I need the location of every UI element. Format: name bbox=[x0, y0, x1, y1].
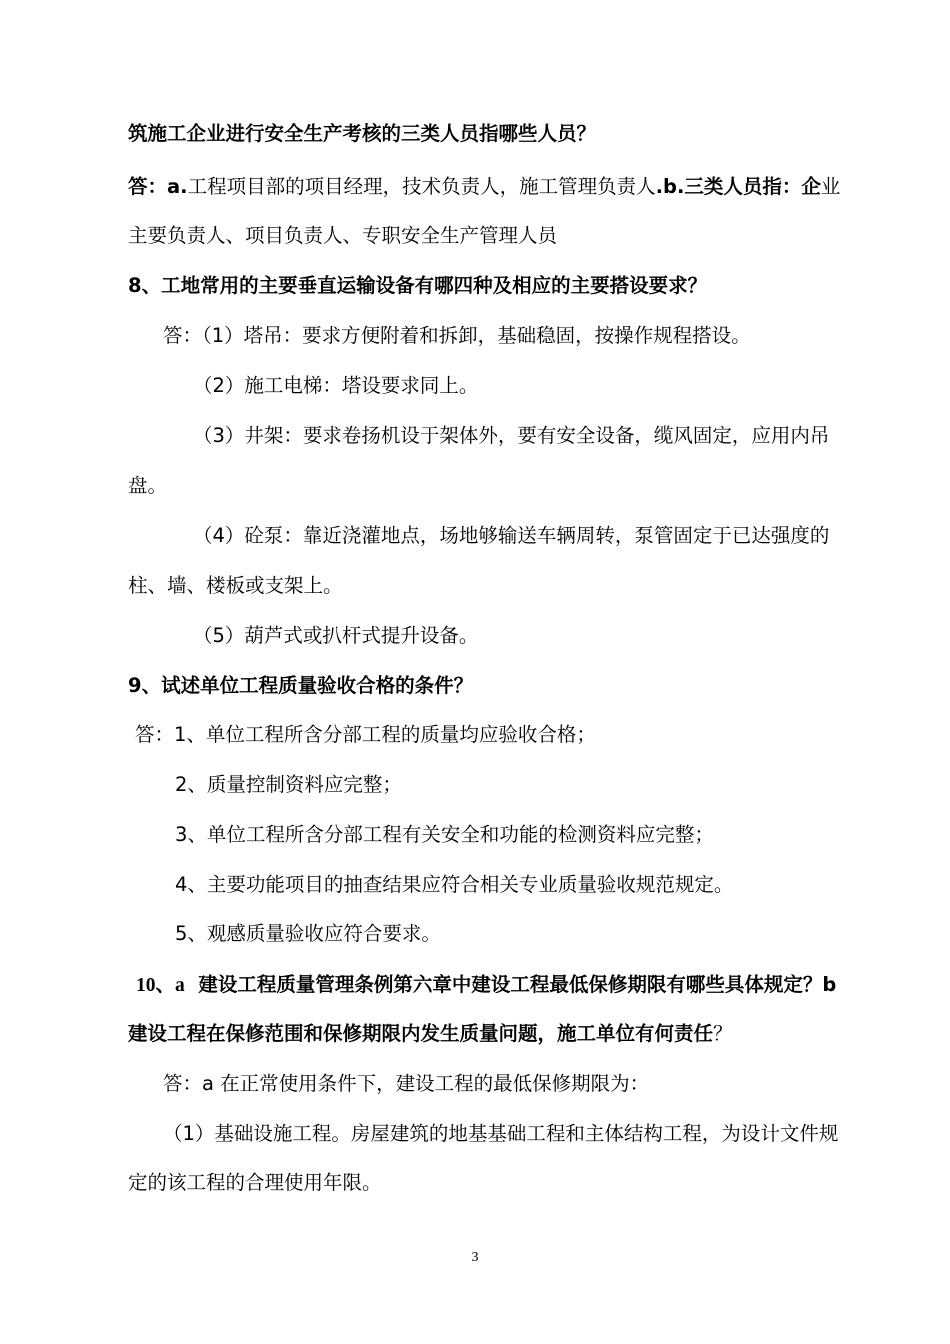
question-10-item: 答：a 在正常使用条件下，建设工程的最低保修期限为： bbox=[163, 1072, 650, 1095]
answer-a-text: 工程项目部的项目经理，技术负责人，施工管理负责人 bbox=[187, 175, 656, 198]
question-9-item: 4、主要功能项目的抽查结果应符合相关专业质量验收规范规定。 bbox=[175, 873, 734, 896]
answer-label: 答： bbox=[128, 175, 168, 198]
question-10-title-part1: 建设工程质量管理条例第六章中建设工程最低保修期限有哪些具体规定？b bbox=[198, 973, 837, 996]
question-7-title: 筑施工企业进行安全生产考核的三类人员指哪些人员？ bbox=[128, 122, 597, 145]
question-8-item: （2）施工电梯：塔设要求同上。 bbox=[193, 374, 479, 397]
question-9-item: 答：1、单位工程所含分部工程的质量均应验收合格； bbox=[135, 723, 596, 746]
question-10-title-line2 bbox=[128, 1022, 828, 1046]
question-9-item: 2、质量控制资料应完整； bbox=[175, 773, 402, 796]
question-8-item: （3）井架：要求卷扬机设于架体外，要有安全设备，缆风固定，应用内吊 bbox=[193, 424, 830, 447]
answer-b-tail: 业 bbox=[820, 175, 841, 198]
question-8-item: 柱、墙、楼板或支架上。 bbox=[128, 574, 343, 597]
answer-a-marker: a. bbox=[167, 175, 188, 198]
question-10-title-line1 bbox=[136, 973, 836, 998]
question-8-item: （5）葫芦式或扒杆式提升设备。 bbox=[193, 624, 479, 647]
question-8-item: （4）砼泵：靠近浇灌地点，场地够输送车辆周转，泵管固定于已达强度的 bbox=[193, 524, 830, 547]
question-9-item: 5、观感质量验收应符合要求。 bbox=[175, 922, 441, 945]
question-10-item: 定的该工程的合理使用年限。 bbox=[128, 1171, 382, 1194]
question-10-title-part2: 建设工程在保修范围和保修期限内发生质量问题，施工单位有何责任 bbox=[128, 1022, 714, 1045]
page-number: 3 bbox=[471, 1250, 479, 1265]
question-8-item: 答：（1）塔吊：要求方便附着和拆卸，基础稳固，按操作规程搭设。 bbox=[163, 324, 751, 347]
question-9-item: 3、单位工程所含分部工程有关安全和功能的检测资料应完整； bbox=[175, 823, 714, 846]
question-7-answer-line2: 主要负责人、项目负责人、专职安全生产管理人员 bbox=[128, 224, 558, 247]
question-9-title: 9、试述单位工程质量验收合格的条件？ bbox=[128, 674, 474, 697]
question-7-answer-line1 bbox=[128, 175, 841, 199]
question-10-number: 10、a bbox=[136, 975, 185, 996]
question-8-item: 盘。 bbox=[128, 474, 168, 497]
question-10-item: （1）基础设施工程。房屋建筑的地基基础工程和主体结构工程，为设计文件规 bbox=[163, 1122, 839, 1145]
answer-b-text: .b.三类人员指：企 bbox=[655, 175, 821, 198]
question-10-question-mark: ？ bbox=[713, 1022, 733, 1045]
question-8-title: 8、工地常用的主要垂直运输设备有哪四种及相应的主要搭设要求？ bbox=[128, 274, 708, 297]
